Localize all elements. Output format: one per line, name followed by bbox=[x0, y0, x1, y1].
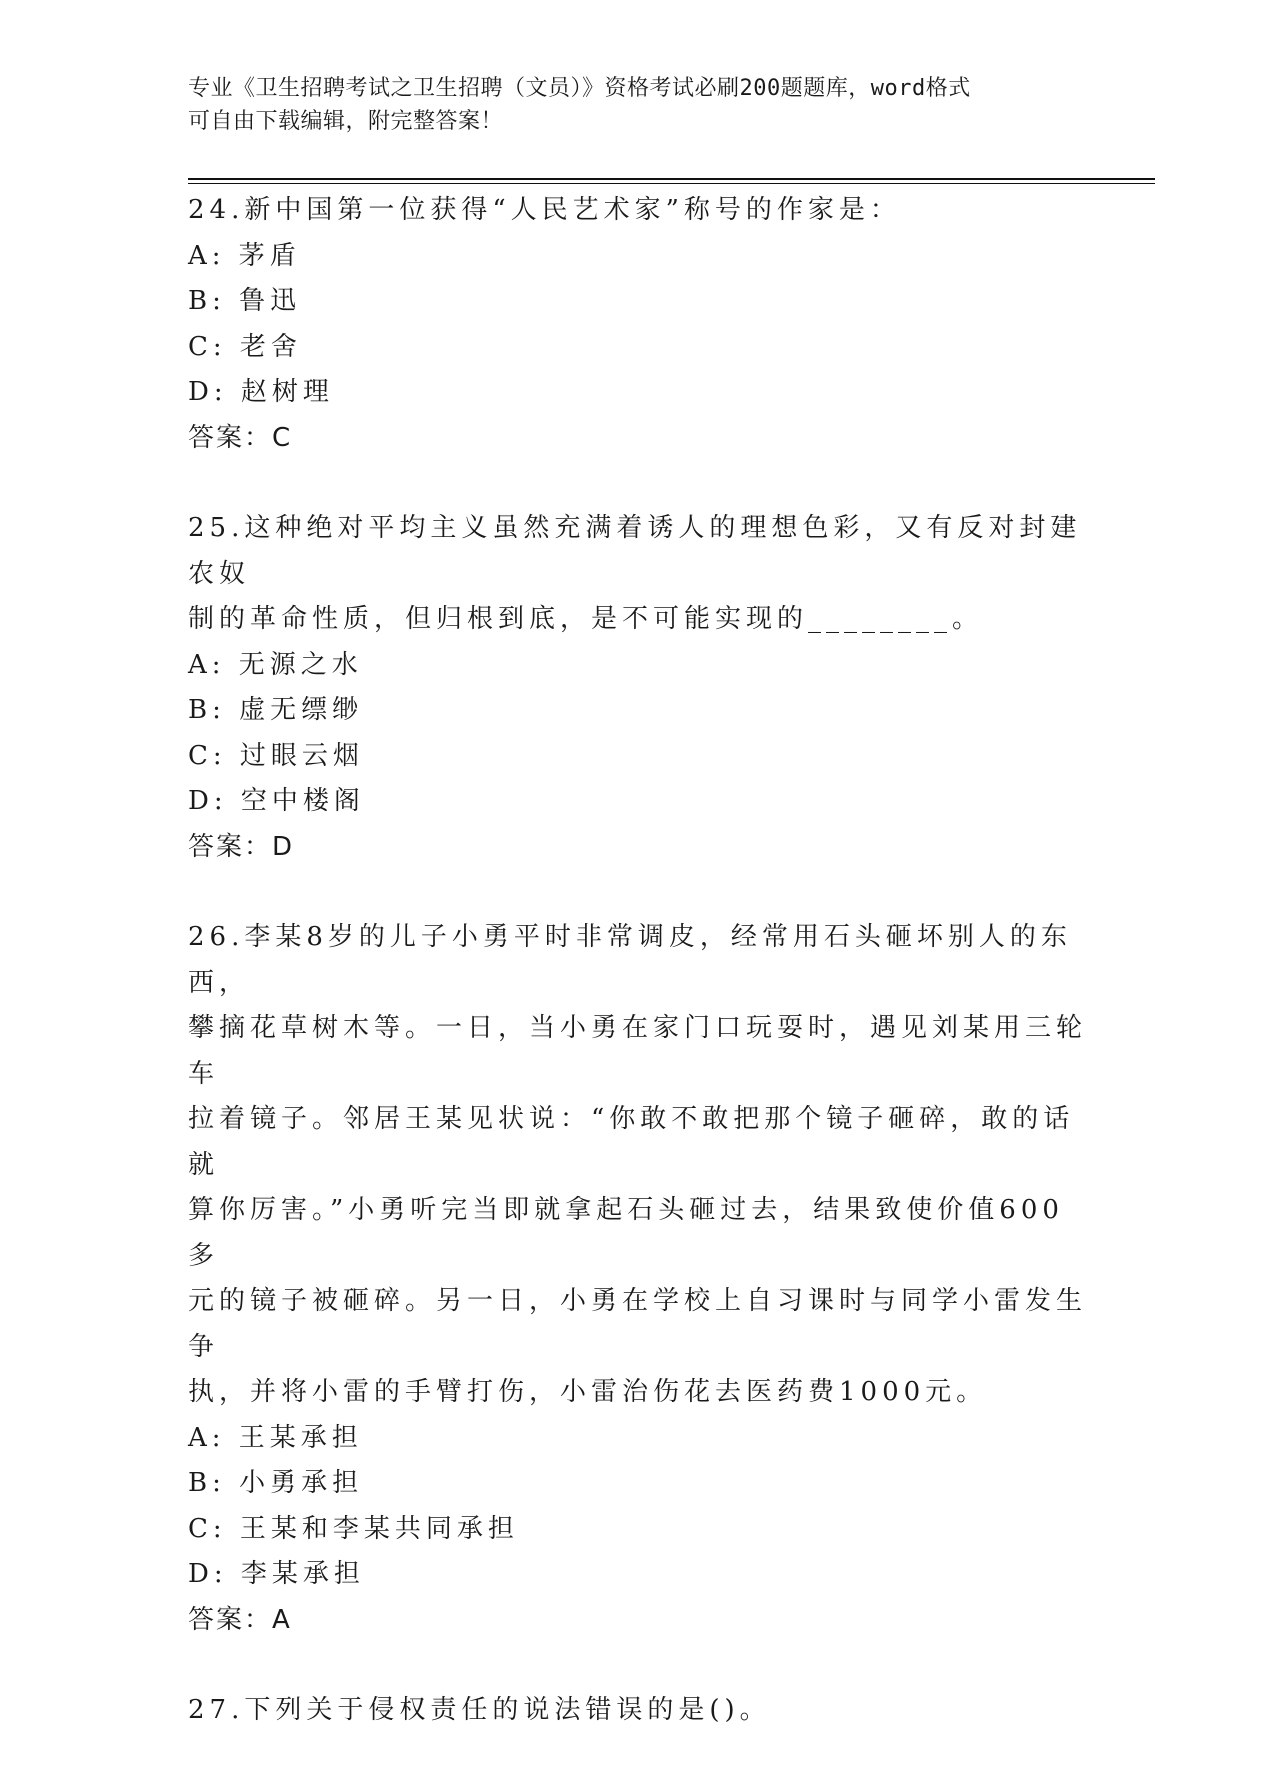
option-d: D: 李某承担 bbox=[188, 1559, 365, 1589]
header-line-2: 可自由下载编辑，附完整答案！ bbox=[188, 109, 504, 134]
option-b: B: 虚无缥缈 bbox=[188, 695, 364, 725]
option-a: A: 王某承担 bbox=[188, 1422, 363, 1453]
option-c: C: 老舍 bbox=[188, 331, 302, 362]
question-stem-line-2: 攀摘花草树木等。一日，当小勇在家门口玩耍时，遇见刘某用三轮车 bbox=[188, 1013, 1088, 1089]
option-d: D: 空中楼阁 bbox=[188, 786, 365, 816]
document-header bbox=[188, 72, 1068, 138]
option-a: A: 茅盾 bbox=[188, 240, 301, 271]
question-stem-line-6: 执，并将小雷的手臂打伤，小雷治伤花去医药费1000元。 bbox=[188, 1377, 988, 1407]
question-24 bbox=[188, 188, 1088, 461]
question-stem-line-5: 元的镜子被砸碎。另一日，小勇在学校上自习课时与同学小雷发生争 bbox=[188, 1286, 1088, 1362]
question-27 bbox=[188, 1688, 1088, 1734]
option-b: B: 鲁迅 bbox=[188, 286, 302, 316]
question-stem-line-1: 25.这种绝对平均主义虽然充满着诱人的理想色彩，又有反对封建农奴 bbox=[188, 513, 1082, 589]
question-25 bbox=[188, 506, 1088, 870]
question-stem: 27.下列关于侵权责任的说法错误的是()。 bbox=[188, 1695, 771, 1725]
answer-label: 答案：A bbox=[188, 1604, 292, 1635]
header-divider-thin bbox=[188, 183, 1155, 184]
header-line-1: 专业《卫生招聘考试之卫生招聘（文员）》资格考试必刷200题题库，word格式 bbox=[188, 76, 971, 101]
answer-label: 答案：C bbox=[188, 422, 293, 453]
question-26 bbox=[188, 915, 1088, 1643]
question-stem-line-2: 制的革命性质，但归根到底，是不可能实现的________。 bbox=[188, 604, 984, 634]
question-stem-line-4: 算你厉害。”小勇听完当即就拿起石头砸过去，结果致使价值600多 bbox=[188, 1195, 1064, 1271]
answer-label: 答案：D bbox=[188, 831, 295, 862]
option-a: A: 无源之水 bbox=[188, 649, 363, 680]
option-d: D: 赵树理 bbox=[188, 377, 334, 407]
option-c: C: 王某和李某共同承担 bbox=[188, 1513, 519, 1544]
question-stem: 24.新中国第一位获得“人民艺术家”称号的作家是： bbox=[188, 195, 901, 225]
option-b: B: 小勇承担 bbox=[188, 1468, 364, 1498]
option-c: C: 过眼云烟 bbox=[188, 740, 364, 771]
question-stem-line-1: 26.李某8岁的儿子小勇平时非常调皮，经常用石头砸坏别人的东西， bbox=[188, 922, 1072, 998]
question-list bbox=[188, 188, 1088, 1779]
question-stem-line-3: 拉着镜子。邻居王某见状说：“你敢不敢把那个镜子砸碎，敢的话就 bbox=[188, 1104, 1075, 1180]
header-divider-thick bbox=[188, 178, 1155, 180]
